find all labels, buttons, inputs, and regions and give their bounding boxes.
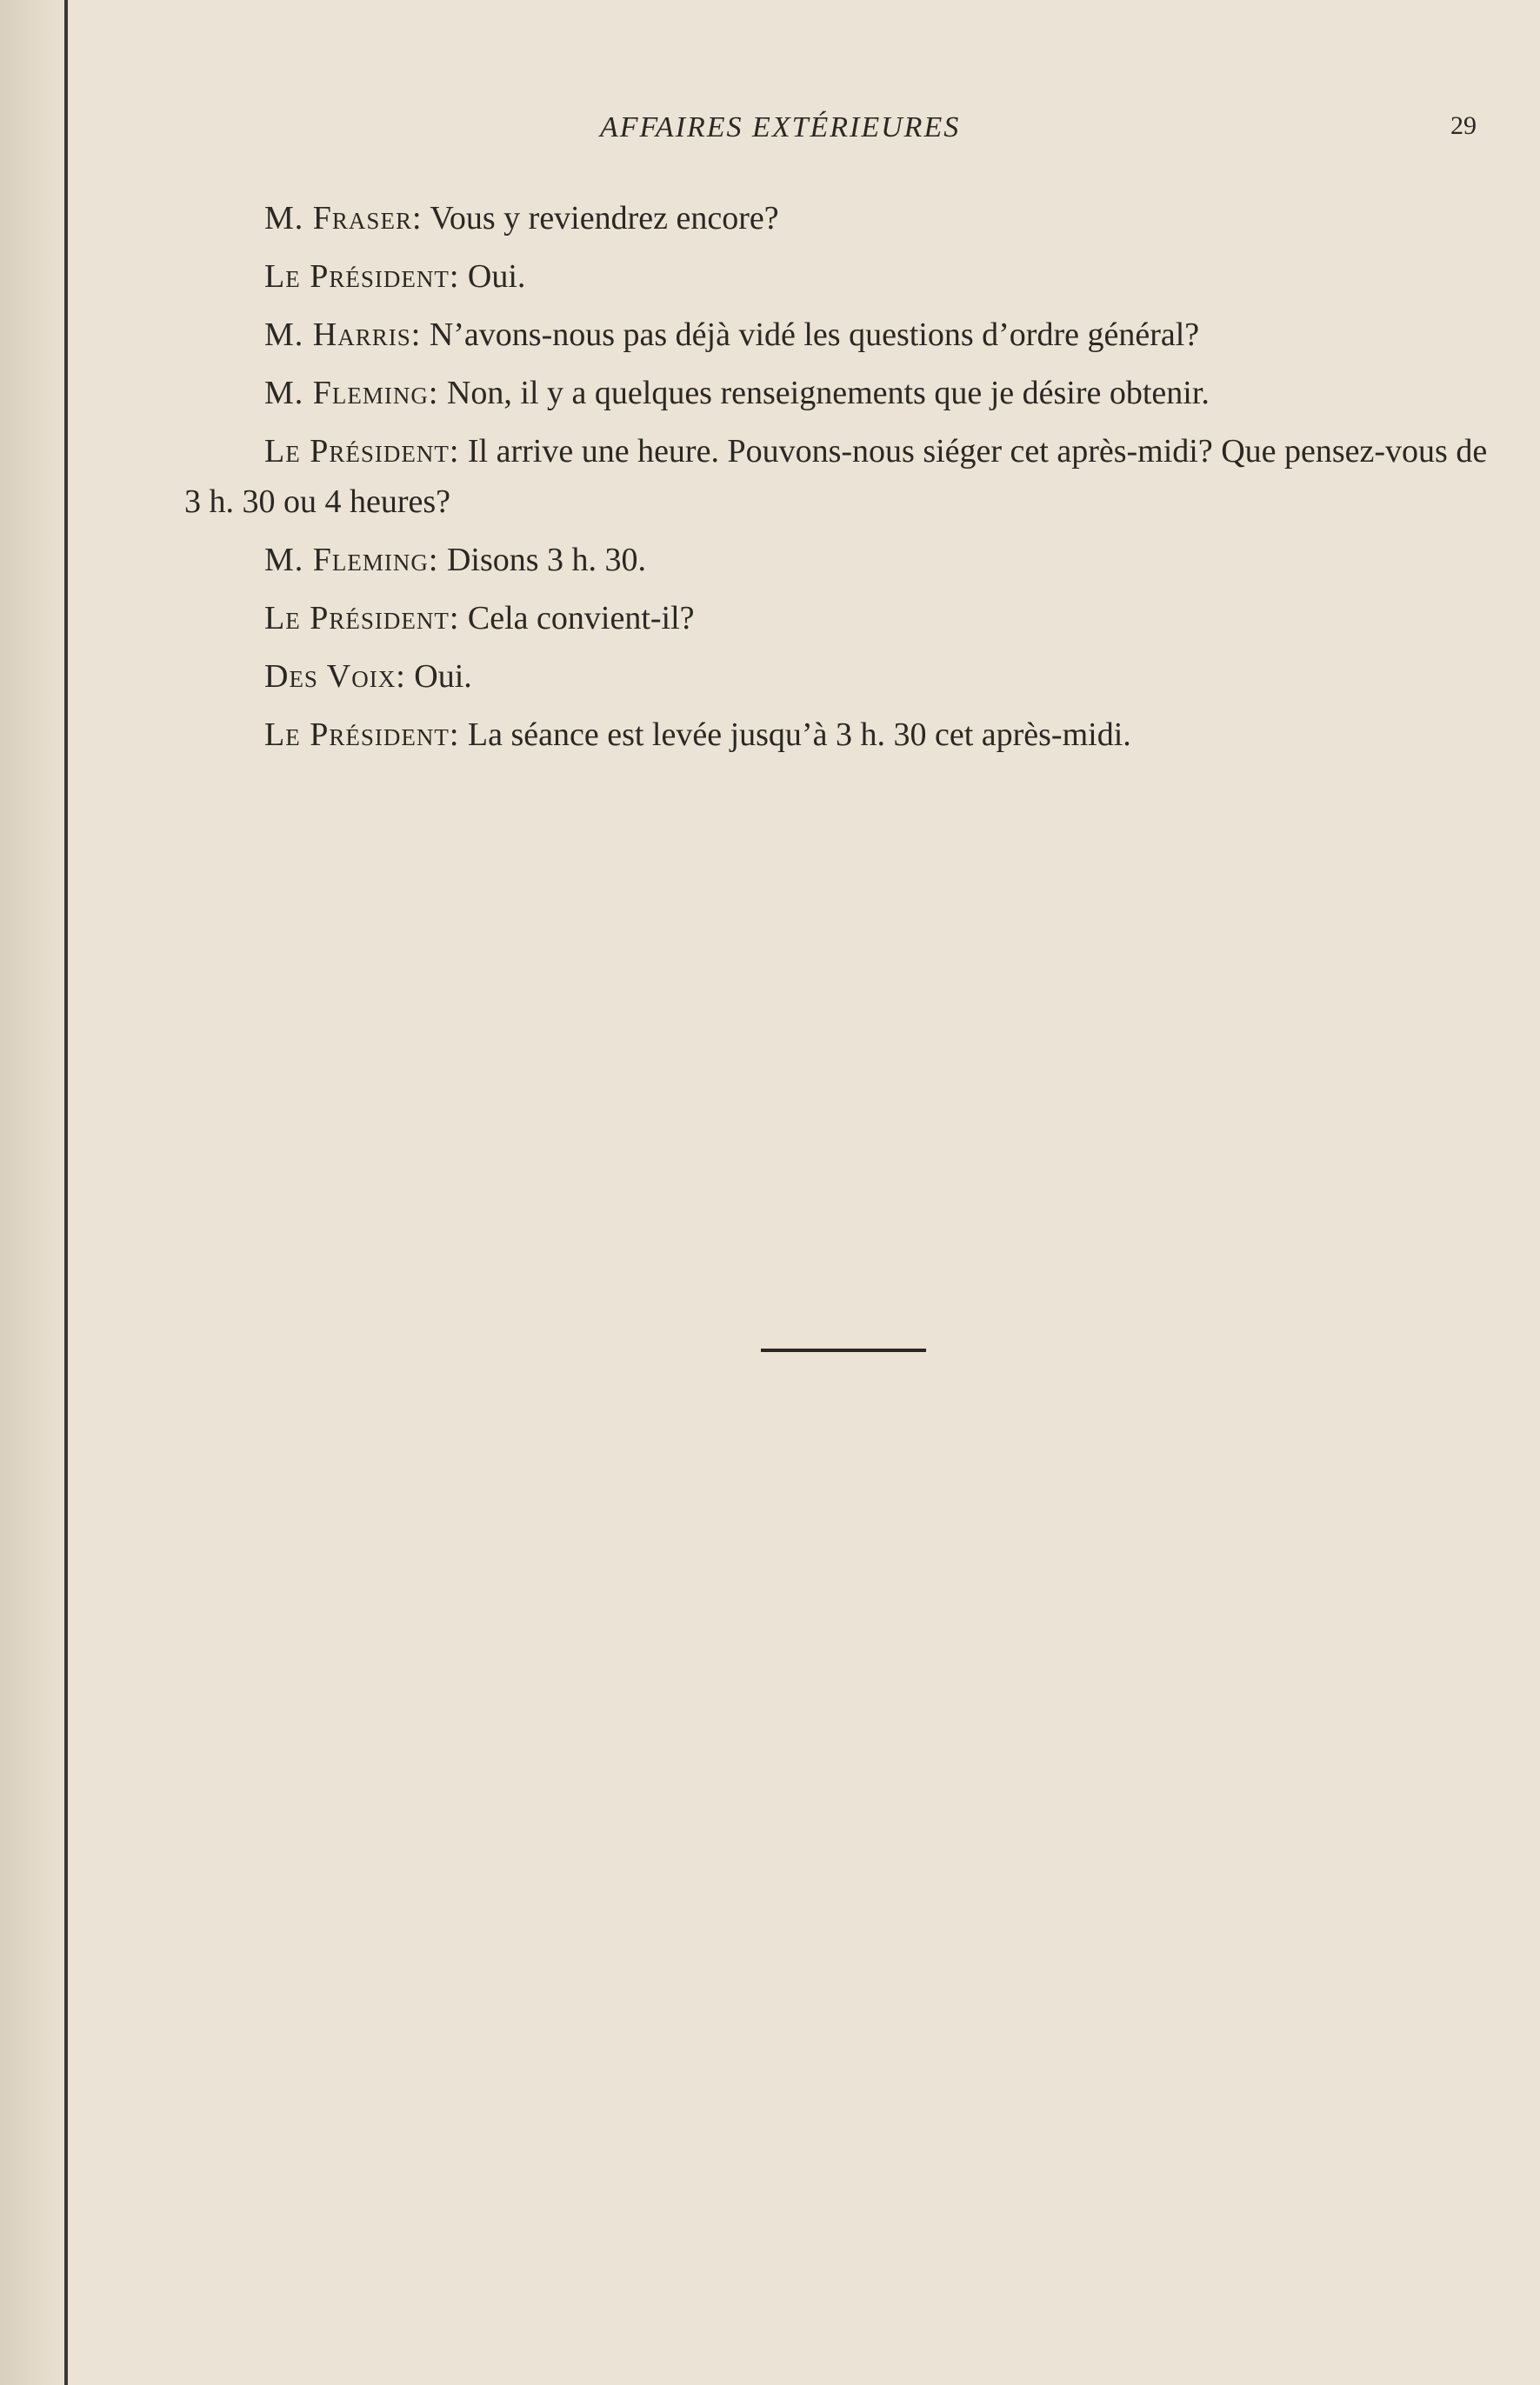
speech-text: Cela convient-il? — [459, 600, 695, 636]
speaker-name: Des Voix: — [264, 658, 406, 695]
section-end-rule — [761, 1349, 926, 1352]
dialogue — [184, 193, 1493, 768]
dialogue-paragraph — [264, 710, 1493, 760]
page-gutter — [0, 0, 71, 2385]
running-title: AFFAIRES EXTÉRIEURES — [600, 111, 961, 143]
speaker-name: Le Président: — [264, 600, 460, 636]
dialogue-paragraph — [264, 651, 1493, 702]
speaker-name: M. Fleming: — [264, 542, 439, 578]
speech-text: Disons 3 h. 30. — [438, 542, 647, 578]
dialogue-paragraph — [264, 368, 1493, 418]
running-header — [0, 111, 1540, 155]
speaker-name: Le Président: — [264, 258, 460, 295]
speech-text: Il arrive une heure. Pouvons-nous siéger cet après-midi? Que pensez-vous de 3 h. 30 ou 4 heures? — [184, 433, 1488, 520]
speech-text: Oui. — [459, 258, 526, 295]
speech-text: Non, il y a quelques renseignements que je désire obtenir. — [438, 375, 1210, 411]
dialogue-paragraph — [264, 310, 1493, 360]
speaker-name: Le Président: — [264, 716, 460, 753]
speaker-name: M. Harris: — [264, 316, 422, 353]
dialogue-paragraph — [264, 193, 1493, 243]
speaker-name: M. Fleming: — [264, 375, 439, 411]
page-number: 29 — [1450, 111, 1477, 140]
binding-edge — [64, 0, 68, 2385]
dialogue-paragraph — [264, 251, 1493, 302]
speech-text: Vous y reviendrez encore? — [422, 200, 779, 237]
speaker-name: Le Président: — [264, 433, 460, 470]
speaker-name: M. Fraser: — [264, 200, 423, 237]
dialogue-paragraph — [264, 535, 1493, 585]
dialogue-paragraph — [184, 426, 1493, 527]
speech-text: La séance est levée jusqu’à 3 h. 30 cet après-midi. — [459, 716, 1131, 753]
dialogue-paragraph — [264, 593, 1493, 643]
speech-text: N’avons-nous pas déjà vidé les questions d’ordre général? — [421, 316, 1200, 353]
speech-text: Oui. — [405, 658, 472, 695]
